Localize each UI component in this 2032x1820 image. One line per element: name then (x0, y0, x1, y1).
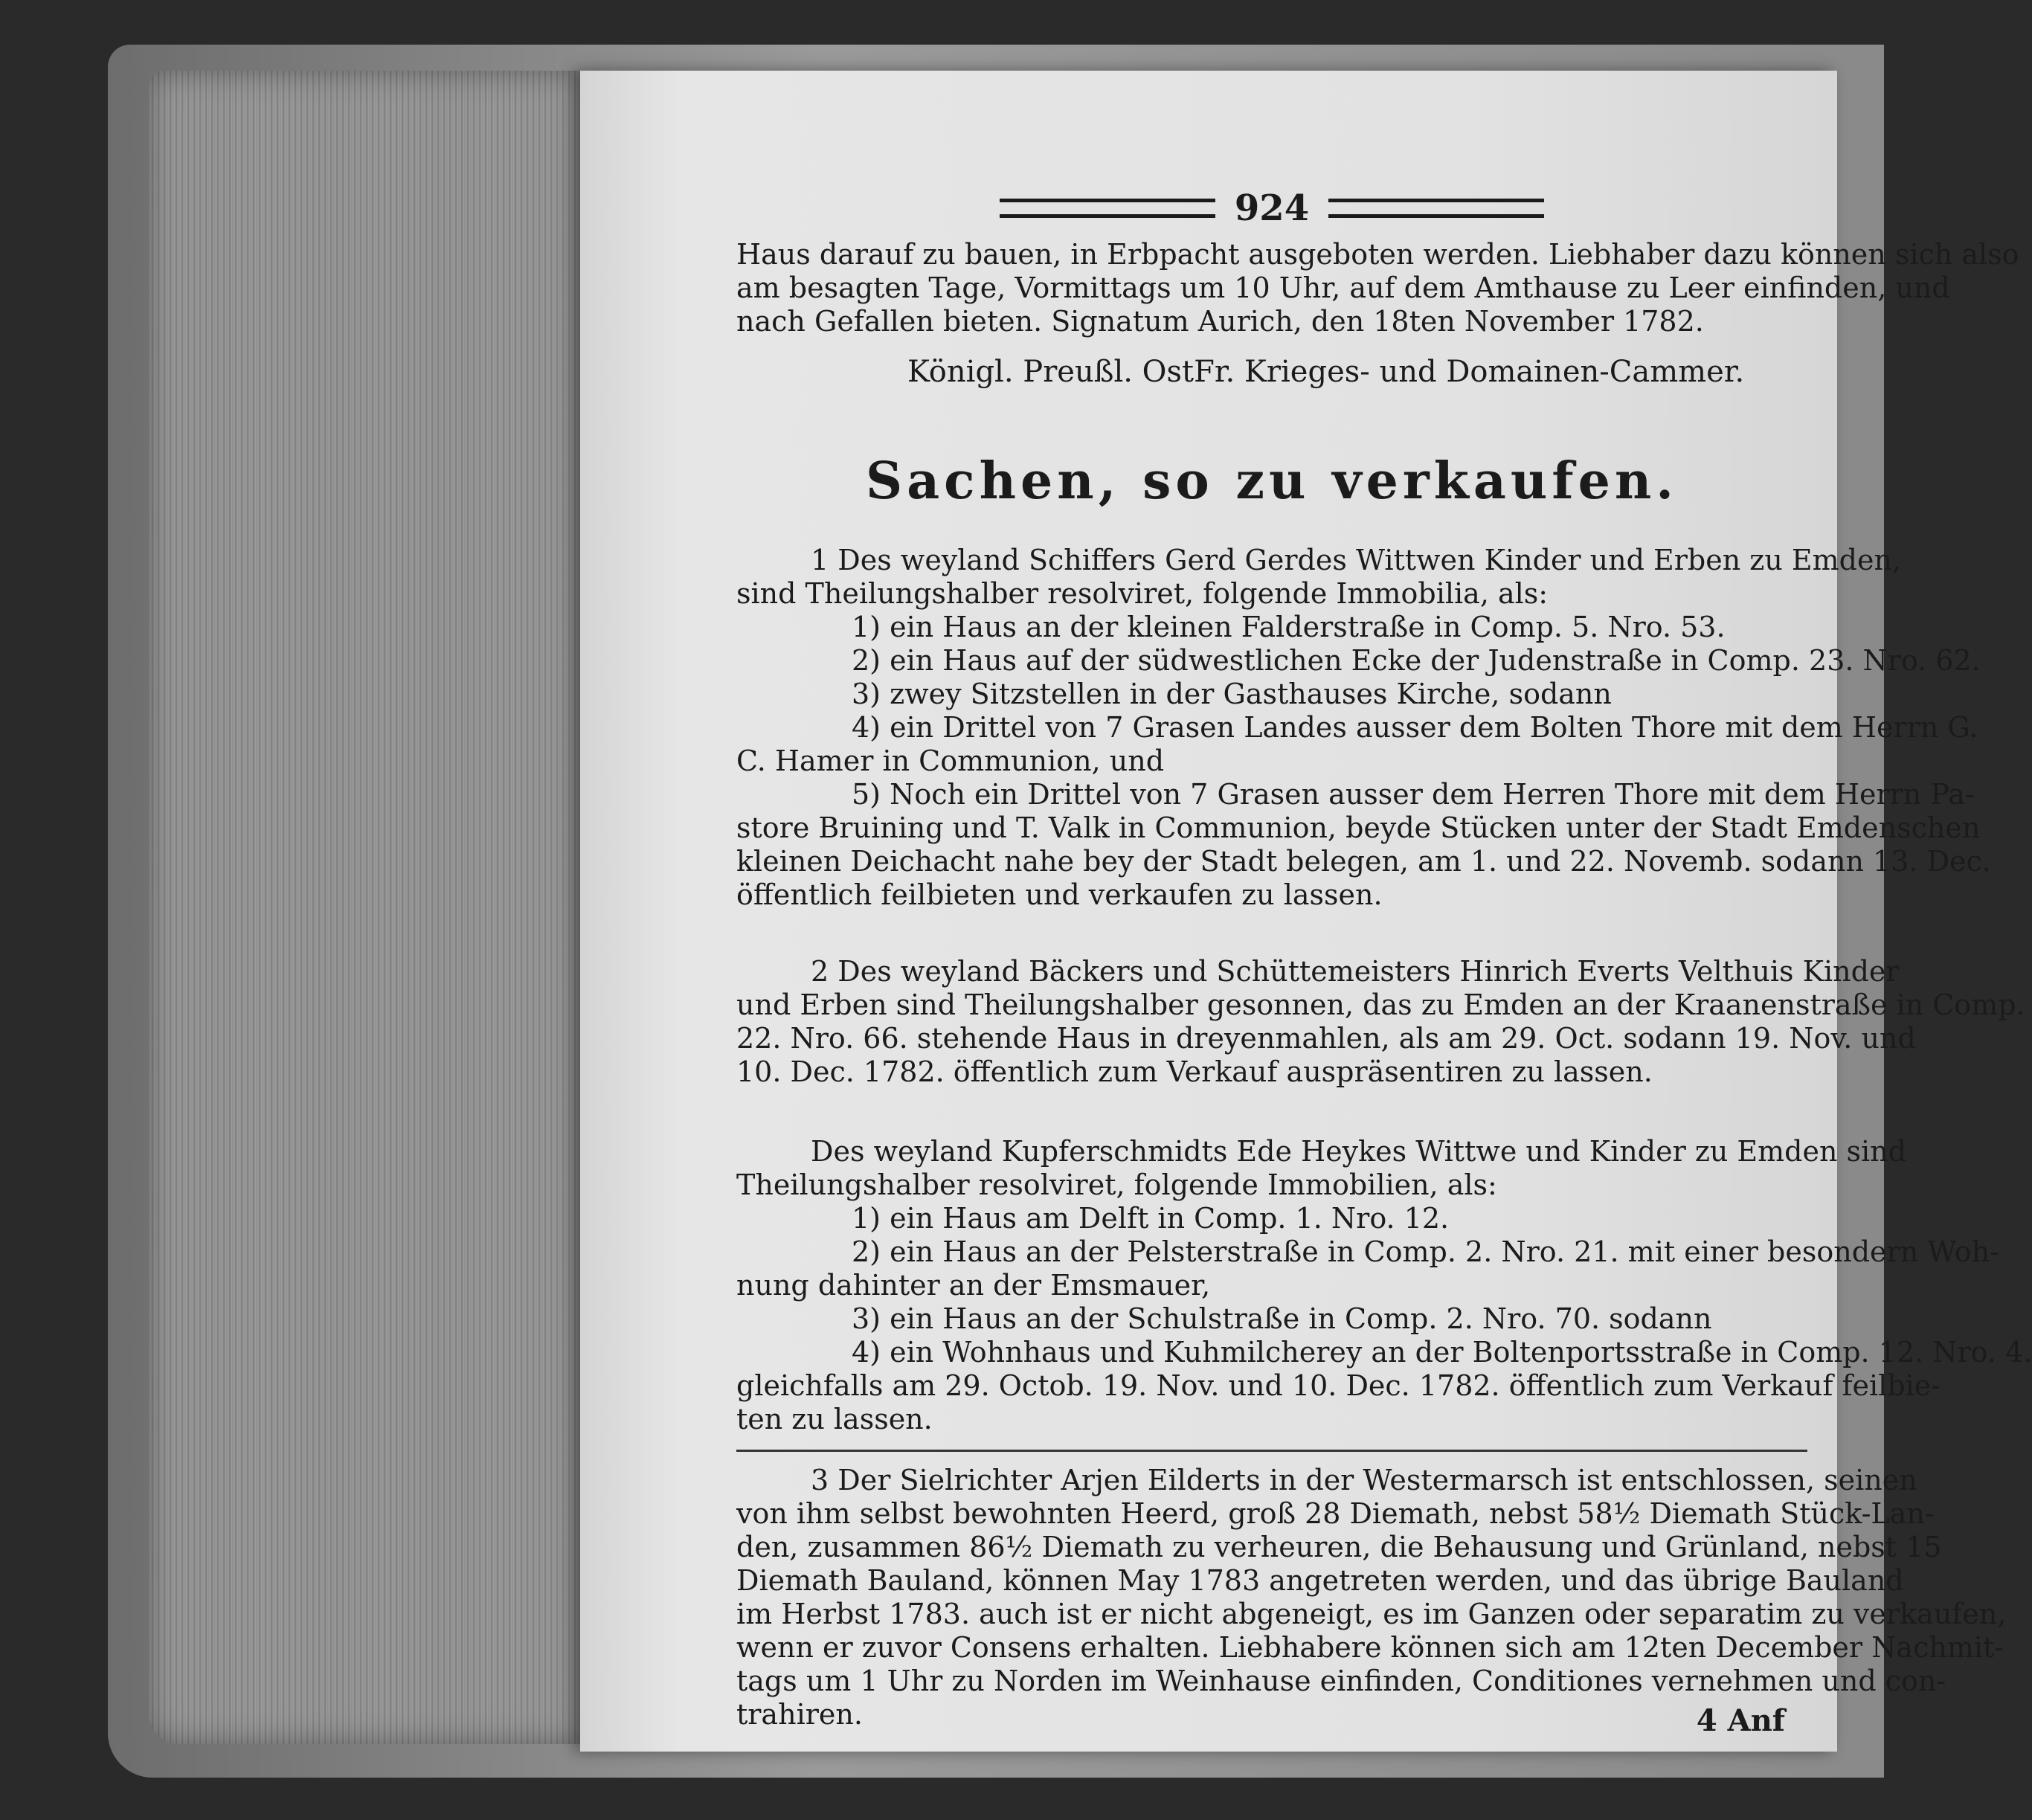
text-line: am besagten Tage, Vormittags um 10 Uhr, auf dem Amthause zu Leer einfinden, und (736, 271, 1950, 304)
text-line: Haus darauf zu bauen, in Erbpacht ausgeboten werden. Liebhaber dazu können sich also (736, 238, 2019, 271)
catchword: 4 Anf (1696, 1703, 1785, 1738)
text-line: store Bruining und T. Valk in Communion, beyde Stücken unter der Stadt Emdenschen (736, 811, 1981, 844)
notice-2b (736, 1135, 2032, 1436)
notice-2 (736, 955, 2025, 1089)
list-item: 5) Noch ein Drittel von 7 Grasen ausser dem Herren Thore mit dem Herrn Pa- (852, 778, 1975, 811)
header-rule-left (1000, 199, 1215, 218)
text-line: im Herbst 1783. auch ist er nicht abgeneigt, es im Ganzen oder separatim zu verkaufen, (736, 1598, 2007, 1630)
text-line: Theilungshalber resolviret, folgende Immobilien, als: (736, 1168, 1497, 1201)
text-line: den, zusammen 86½ Diemath zu verheuren, die Behausung und Grünland, nebst 15 (736, 1531, 1942, 1563)
text-line: 1 Des weyland Schiffers Gerd Gerdes Wittwen Kinder und Erben zu Emden, (811, 544, 1902, 576)
list-item: 1) ein Haus am Delft in Comp. 1. Nro. 12. (852, 1202, 1450, 1235)
list-item: 3) ein Haus an der Schulstraße in Comp. 2. Nro. 70. sodann (852, 1302, 1712, 1335)
page-header (736, 179, 1807, 238)
text-line: 22. Nro. 66. stehende Haus in dreyenmahlen, als am 29. Oct. sodann 19. Nov. und (736, 1022, 1916, 1055)
text-line: gleichfalls am 29. Octob. 19. Nov. und 10. Dec. 1782. öffentlich zum Verkauf feilbie- (736, 1369, 1941, 1402)
section-heading: Sachen, so zu verkaufen. (866, 451, 1678, 511)
text-line: trahiren. (736, 1698, 863, 1731)
authority-signature: Königl. Preußl. OstFr. Krieges- und Domainen-Cammer. (907, 355, 1745, 389)
list-item: 1) ein Haus an der kleinen Falderstraße in Comp. 5. Nro. 53. (852, 611, 1726, 643)
text-line: tags um 1 Uhr zu Norden im Weinhause einfinden, Conditiones vernehmen und con- (736, 1665, 1946, 1697)
text-line: von ihm selbst bewohnten Heerd, groß 28 Diemath, nebst 58½ Diemath Stück-Lan- (736, 1497, 1935, 1530)
list-item: 3) zwey Sitzstellen in der Gasthauses Kirche, sodann (852, 678, 1612, 710)
text-line: wenn er zuvor Consens erhalten. Liebhabere können sich am 12ten December Nachmit- (736, 1631, 2004, 1664)
notice-1 (736, 544, 1991, 912)
page-edges (149, 71, 588, 1744)
list-item: 2) ein Haus auf der südwestlichen Ecke der Judenstraße in Comp. 23. Nro. 62. (852, 644, 1981, 677)
intro-paragraph (736, 238, 2019, 338)
notice-3 (736, 1464, 2007, 1731)
text-line: Diemath Bauland, können May 1783 angetreten werden, und das übrige Bauland (736, 1564, 1904, 1597)
list-item: 4) ein Wohnhaus und Kuhmilcherey an der Boltenportsstraße in Comp. 12. Nro. 4. (852, 1336, 2032, 1369)
text-line: Des weyland Kupferschmidts Ede Heykes Wittwe und Kinder zu Emden sind (811, 1135, 1906, 1168)
list-item: 2) ein Haus an der Pelsterstraße in Comp. 2. Nro. 21. mit einer besondern Woh- (852, 1235, 1999, 1268)
text-line: nung dahinter an der Emsmauer, (736, 1269, 1211, 1302)
text-line: nach Gefallen bieten. Signatum Aurich, den 18ten November 1782. (736, 305, 1704, 338)
text-line: 2 Des weyland Bäckers und Schüttemeisters Hinrich Everts Velthuis Kinder (811, 955, 1900, 988)
text-line: C. Hamer in Communion, und (736, 745, 1165, 777)
list-item: 4) ein Drittel von 7 Grasen Landes ausser dem Bolten Thore mit dem Herrn G. (852, 711, 1978, 744)
page-text (736, 179, 2032, 1738)
text-line: 10. Dec. 1782. öffentlich zum Verkauf auspräsentiren zu lassen. (736, 1055, 1653, 1088)
text-line: ten zu lassen. (736, 1403, 933, 1435)
text-line: sind Theilungshalber resolviret, folgende Immobilia, als: (736, 577, 1549, 610)
page-number: 924 (1234, 187, 1310, 229)
notice-divider (736, 1450, 1807, 1452)
text-line: kleinen Deichacht nahe bey der Stadt belegen, am 1. und 22. Novemb. sodann 13. Dec. (736, 845, 1991, 878)
book-page (580, 71, 2032, 1752)
header-rule-right (1328, 199, 1544, 218)
text-line: und Erben sind Theilungshalber gesonnen, das zu Emden an der Kraanenstraße in Comp. (736, 988, 2025, 1021)
text-line: 3 Der Sielrichter Arjen Eilderts in der Westermarsch ist entschlossen, seinen (811, 1464, 1917, 1496)
text-line: öffentlich feilbieten und verkaufen zu lassen. (736, 878, 1383, 911)
